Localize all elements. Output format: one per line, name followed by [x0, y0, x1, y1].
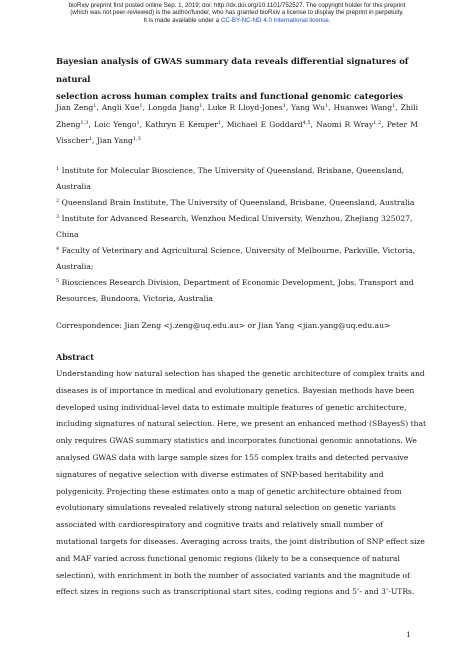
author-affiliation-mark: 1: [93, 103, 97, 109]
abstract-heading: Abstract: [56, 352, 94, 362]
affiliation-number: 4: [56, 246, 60, 252]
title-line-2: selection across human complex traits and functional genomic categories: [56, 91, 403, 101]
affiliation-number: 5: [56, 278, 60, 284]
abstract-line: Understanding how natural selection has shaped the genetic architecture of complex traits and: [56, 369, 425, 378]
author: [102, 103, 143, 112]
author-name: Angli Xue: [101, 103, 140, 112]
affiliation-text: Institute for Molecular Bioscience, The University of Queensland, Brisbane, Queensland,: [61, 166, 405, 175]
affiliation-number: 2: [56, 198, 60, 204]
affiliation-item: [56, 243, 418, 275]
abstract-line: polygenicity. Projecting these estimates onto a map of genetic architecture obtained from: [56, 486, 402, 496]
author: [94, 120, 140, 129]
author: [316, 120, 381, 129]
abstract-line: including signatures of natural selection. Here, we present an enhanced method (SBayesS) that: [56, 419, 427, 429]
page-number: 1: [406, 630, 411, 639]
author-affiliation-mark: 1: [136, 119, 140, 126]
author-name: Luke R Lloyd-Jones: [207, 103, 283, 112]
author-name: Yang Wu: [291, 103, 326, 112]
correspondence: Correspondence: Jian Zeng <j.zeng@uq.edu.au> or Jian Yang <jian.yang@uq.edu.au>: [56, 321, 391, 330]
abstract-line: diseases is of importance in medical and evolutionary genetics. Bayesian methods have been: [56, 385, 415, 395]
affiliation-text: Faculty of Veterinary and Agricultural Science, University of Melbourne, Parkville, Victoria,: [61, 246, 416, 255]
author: [291, 103, 328, 112]
abstract-line: evolutionary simulations revealed relatively strong natural selection on genetic variants: [56, 503, 396, 513]
affiliation-text: Biosciences Research Division, Department of Economic Development, Jobs, Transport and: [61, 278, 414, 287]
affiliation-number: 3: [56, 214, 60, 220]
author-name: Huanwei Wang: [333, 103, 393, 112]
affiliation-text-cont: Resources, Bundoora, Victoria, Australia: [56, 294, 213, 303]
author: [56, 103, 96, 112]
author-affiliation-mark: 1: [88, 136, 93, 143]
author-name: Michael E Goddard: [226, 119, 303, 129]
abstract-line: associated with cardiorespiratory and cognitive traits and relatively small number of: [56, 520, 384, 530]
author-name: Kathryn E Kemper: [145, 119, 218, 129]
license-suffix: .: [328, 16, 331, 24]
affiliation-item: [56, 195, 418, 211]
author-affiliation-mark: 1,3: [132, 136, 141, 143]
author: [334, 103, 396, 112]
author-affiliation-mark: 1,2: [373, 119, 382, 126]
affiliation-text-cont: China: [56, 230, 79, 239]
author-affiliation-mark: 1: [139, 103, 143, 109]
author-name: Zhili Zheng: [56, 103, 419, 129]
affiliation-text: Queensland Brain Institute, The University of Queensland, Brisbane, Queensland, Australia: [61, 198, 415, 207]
author-affiliation-mark: 1: [325, 103, 329, 109]
author-affiliation-mark: 4,5: [302, 119, 311, 126]
preprint-line-2: (which was not peer-reviewed) is the author/funder, who has granted bioRxiv a license to display the preprint in perpetuity.: [70, 9, 404, 17]
preprint-notice: [0, 2, 474, 24]
paper-title: [56, 53, 426, 106]
affiliation-item: [56, 211, 418, 243]
abstract-line: analysed GWAS data with large sample sizes for 155 complex traits and detected pervasive: [56, 452, 409, 462]
author-name: Longda Jiang: [147, 103, 200, 112]
abstract-line: and MAF varied across functional genomic regions (likely to be a consequence of natural: [56, 553, 400, 563]
title-line-1: Bayesian analysis of GWAS summary data reveals differential signatures of natural: [56, 56, 409, 84]
author-name: Jian Zeng: [56, 103, 94, 112]
abstract-line: only requires GWAS summary statistics and incorporates functional genomic annotations. We: [56, 436, 417, 446]
author: [145, 120, 221, 129]
affiliation-text-cont: Australia;: [56, 262, 94, 271]
author-name: Peter M Visscher: [56, 119, 419, 146]
author-affiliation-mark: 1: [282, 103, 286, 109]
abstract-line: signatures of negative selection with diverse estimates of SNP-based heritability and: [56, 469, 384, 479]
author-affiliation-mark: 1: [392, 103, 396, 109]
affiliation-text-cont: Australia: [56, 182, 91, 191]
abstract-line: mutational targets for diseases. Averaging across traits, the joint distribution of SNP effect size: [56, 536, 425, 546]
author-affiliation-mark: 1: [217, 119, 222, 126]
author-name: Loic Yengo: [93, 119, 137, 129]
affiliation-number: 1: [56, 166, 60, 172]
author-affiliation-mark: 1: [199, 103, 203, 109]
author: [148, 103, 203, 112]
author-name: Naomi R Wray: [316, 119, 374, 129]
license-link[interactable]: CC-BY-NC-ND 4.0 International license: [220, 16, 329, 24]
author: [97, 136, 141, 145]
abstract-body: [56, 366, 427, 601]
abstract-line: selection), with enrichment in both the number of associated variants and the magnitude of: [56, 570, 410, 580]
affiliation-item: [56, 275, 418, 307]
author: [227, 120, 311, 129]
license-prefix: It is made available under a: [143, 16, 221, 24]
preprint-line-3: [0, 17, 474, 24]
author-name: Jian Yang: [96, 136, 133, 146]
affiliation-item: [56, 163, 418, 195]
affiliation-text: Institute for Advanced Research, Wenzhou Medical University, Wenzhou, Zhejiang 325027,: [61, 214, 413, 223]
author-affiliation-mark: 1,3: [80, 119, 89, 126]
abstract-line: effect sizes in regions such as transcriptional start sites, coding regions and 5’- and 3’-UTRs.: [56, 587, 415, 597]
preprint-line-1: bioRxiv preprint first posted online Sep. 1, 2019; doi: http://dx.doi.org/10.1101/752527. The copyright holder for this preprint: [68, 2, 406, 9]
abstract-line: developed using individual-level data to estimate multiple features of genetic architecture,: [56, 402, 407, 412]
author-list: Jian Zeng$^1$, Angli Xue$^1$, Longda Jiang$^1$, Luke R Lloyd-Jones$^1$, Yang Wu$^1$, Huanwei Wang$^1$, Zhili Zheng$^{1,3}$, Loic Yengo$^1$, Kathryn E Kemper$^1$, Michael E Goddard$^{4,5}$, Naomi R Wray$^{1,2}$, Peter M Visscher$^1$, Jian Yang$^{1,3}$: [56, 103, 419, 146]
author: [208, 103, 286, 112]
